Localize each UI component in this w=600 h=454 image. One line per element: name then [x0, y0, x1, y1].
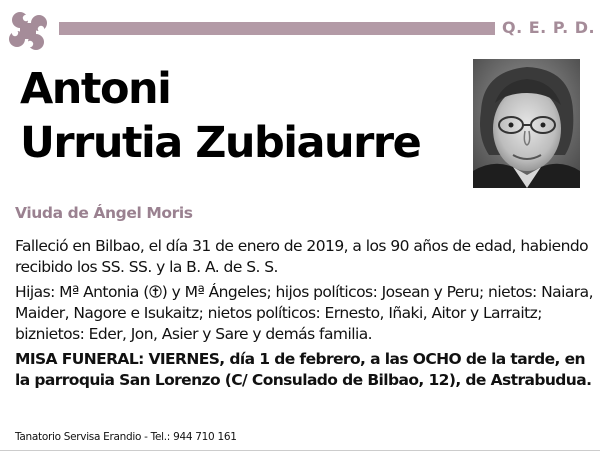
qepd-label: Q. E. P. D.: [502, 18, 596, 37]
portrait-image: [473, 59, 580, 188]
death-notice: Falleció en Bilbao, el día 31 de enero de 2019, a los 90 años de edad, habiendo recibido los SS. SS. y la B. A. de S. S.: [15, 237, 589, 276]
cross-in-circle-icon: [149, 284, 162, 299]
deceased-name: [20, 62, 460, 170]
lauburu-icon: [6, 9, 50, 53]
funeral-home-info: Tanatorio Servisa Erandio - Tel.: 944 710 161: [15, 431, 237, 443]
first-name: Antoni: [20, 64, 171, 114]
family-part-1: Hijas: Mª Antonia (: [15, 283, 149, 301]
widow-of: Viuda de Ángel Moris: [15, 204, 193, 222]
family-list: [15, 282, 595, 345]
family-part-2: ) y Mª Ángeles; hijos políticos: Josean y Peru; nietos: Naiara, Maider, Nagore e Isukaitz; nietos políticos: Ernesto, Iñaki, Aitor y Larraitz; biznietos: Eder, Jon, Asier y Sare y demás familia.: [15, 283, 593, 343]
portrait-photo: [473, 59, 580, 188]
surnames: Urrutia Zubiaurre: [20, 118, 421, 168]
header-rule: [59, 22, 495, 35]
bottom-rule: [0, 450, 600, 451]
obituary-body: [15, 236, 595, 395]
header: [0, 0, 600, 55]
funeral-mass: MISA FUNERAL: VIERNES, día 1 de febrero, a las OCHO de la tarde, en la parroquia San Lorenzo (C/ Consulado de Bilbao, 12), de Astrabudua.: [15, 350, 592, 389]
